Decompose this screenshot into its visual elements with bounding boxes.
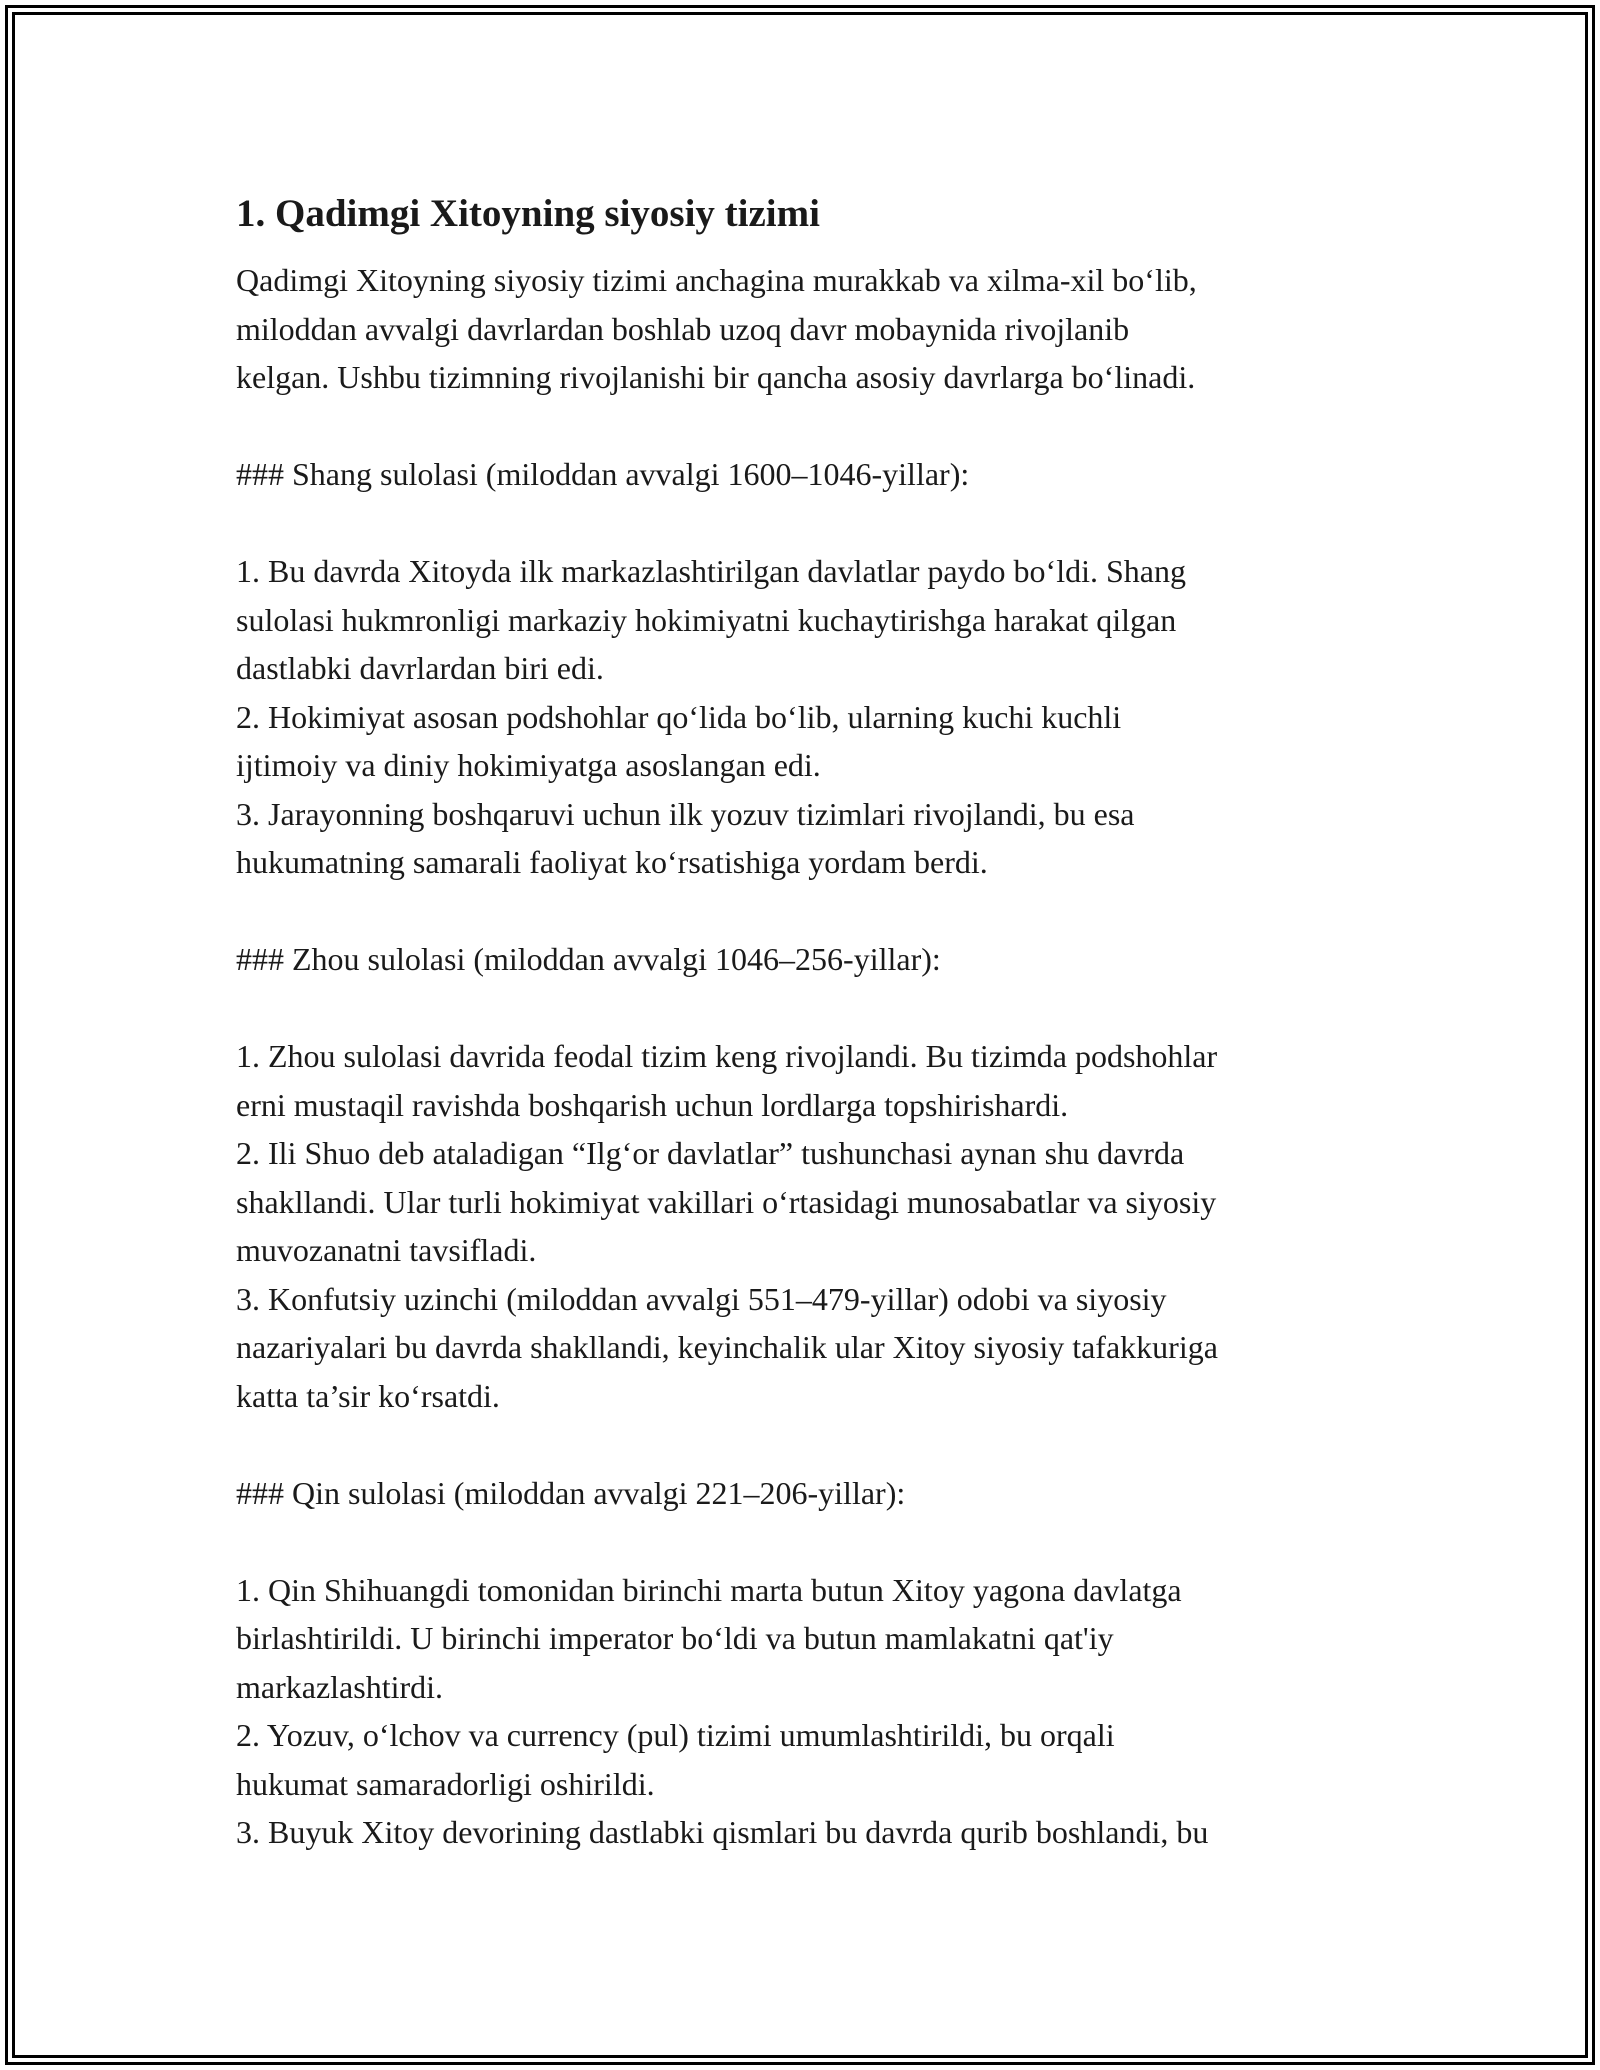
section-heading-zhou: ### Zhou sulolasi (miloddan avvalgi 1046–256-yillar): <box>236 941 941 977</box>
list-item <box>236 693 1386 790</box>
list-item-line: birlashtirildi. U birinchi imperator bo‘ldi va butun mamlakatni qat'iy <box>236 1620 1114 1656</box>
list-item-line: sulolasi hukmronligi markaziy hokimiyatni kuchaytirishga harakat qilgan <box>236 601 1177 638</box>
list-item-line: 2. Ili Shuo deb ataladigan “Ilg‘or davlatlar” tushunchasi aynan shu davrda <box>236 1135 1185 1171</box>
intro-line: Qadimgi Xitoyning siyosiy tizimi anchagina murakkab va xilma-xil bo‘lib, <box>236 262 1197 298</box>
list-item <box>236 1032 1386 1129</box>
list-item-line: 1. Zhou sulolasi davrida feodal tizim keng rivojlandi. Bu tizimda podshohlar <box>236 1038 1218 1074</box>
blank-line <box>236 499 1386 548</box>
blank-line <box>236 1420 1386 1469</box>
document-body <box>236 190 1386 1857</box>
list-item-line: hukumat samaradorligi oshirildi. <box>236 1765 655 1802</box>
list-item-line: 3. Konfutsiy uzinchi (miloddan avvalgi 551–479-yillar) odobi va siyosiy <box>236 1280 1167 1317</box>
blank-line <box>236 887 1386 936</box>
list-item <box>236 1808 1386 1857</box>
list-item-line: 1. Bu davrda Xitoyda ilk markazlashtirilgan davlatlar paydo bo‘ldi. Shang <box>236 553 1186 589</box>
list-item-line: 1. Qin Shihuangdi tomonidan birinchi marta butun Xitoy yagona davlatga <box>236 1571 1182 1608</box>
intro-line: kelgan. Ushbu tizimning rivojlanishi bir qancha asosiy davrlarga bo‘linadi. <box>236 359 1196 395</box>
list-item-line: 2. Yozuv, o‘lchov va currency (pul) tizimi umumlashtirildi, bu orqali <box>236 1717 1115 1753</box>
list-item <box>236 547 1386 693</box>
list-item <box>236 790 1386 887</box>
section-heading-qin: ### Qin sulolasi (miloddan avvalgi 221–206-yillar): <box>236 1474 906 1511</box>
section-heading-shang: ### Shang sulolasi (miloddan avvalgi 1600–1046-yillar): <box>236 456 970 492</box>
list-item-line: dastlabki davrlardan biri edi. <box>236 650 604 686</box>
list-item-line: markazlashtirdi. <box>236 1668 444 1705</box>
document-title: 1. Qadimgi Xitoyning siyosiy tizimi <box>236 192 820 235</box>
blank-line <box>236 402 1386 451</box>
list-item <box>236 1129 1386 1275</box>
blank-line <box>236 984 1386 1033</box>
list-item-line: erni mustaqil ravishda boshqarish uchun lordlarga topshirishardi. <box>236 1086 1069 1123</box>
list-item-line: muvozanatni tavsifladi. <box>236 1232 537 1268</box>
blank-line <box>236 1517 1386 1566</box>
list-item-line: ijtimoiy va diniy hokimiyatga asoslangan edi. <box>236 747 821 783</box>
intro-paragraph <box>236 256 1386 402</box>
list-item-line: 3. Jarayonning boshqaruvi uchun ilk yozuv tizimlari rivojlandi, bu esa <box>236 795 1135 832</box>
list-item-line: 2. Hokimiyat asosan podshohlar qo‘lida bo‘lib, ularning kuchi kuchli <box>236 698 1122 735</box>
list-item-line: 3. Buyuk Xitoy devorining dastlabki qismlari bu davrda qurib boshlandi, bu <box>236 1814 1209 1850</box>
list-item <box>236 1275 1386 1421</box>
list-item <box>236 1711 1386 1808</box>
list-item-line: katta ta’sir ko‘rsatdi. <box>236 1377 500 1414</box>
list-item-line: shakllandi. Ular turli hokimiyat vakillari o‘rtasidagi munosabatlar va siyosiy <box>236 1183 1217 1220</box>
list-item-line: nazariyalari bu davrda shakllandi, keyinchalik ular Xitoy siyosiy tafakkuriga <box>236 1329 1218 1365</box>
list-item-line: hukumatning samarali faoliyat ko‘rsatishiga yordam berdi. <box>236 844 988 880</box>
list-item <box>236 1566 1386 1712</box>
intro-line: miloddan avvalgi davrlardan boshlab uzoq davr mobaynida rivojlanib <box>236 310 1130 347</box>
